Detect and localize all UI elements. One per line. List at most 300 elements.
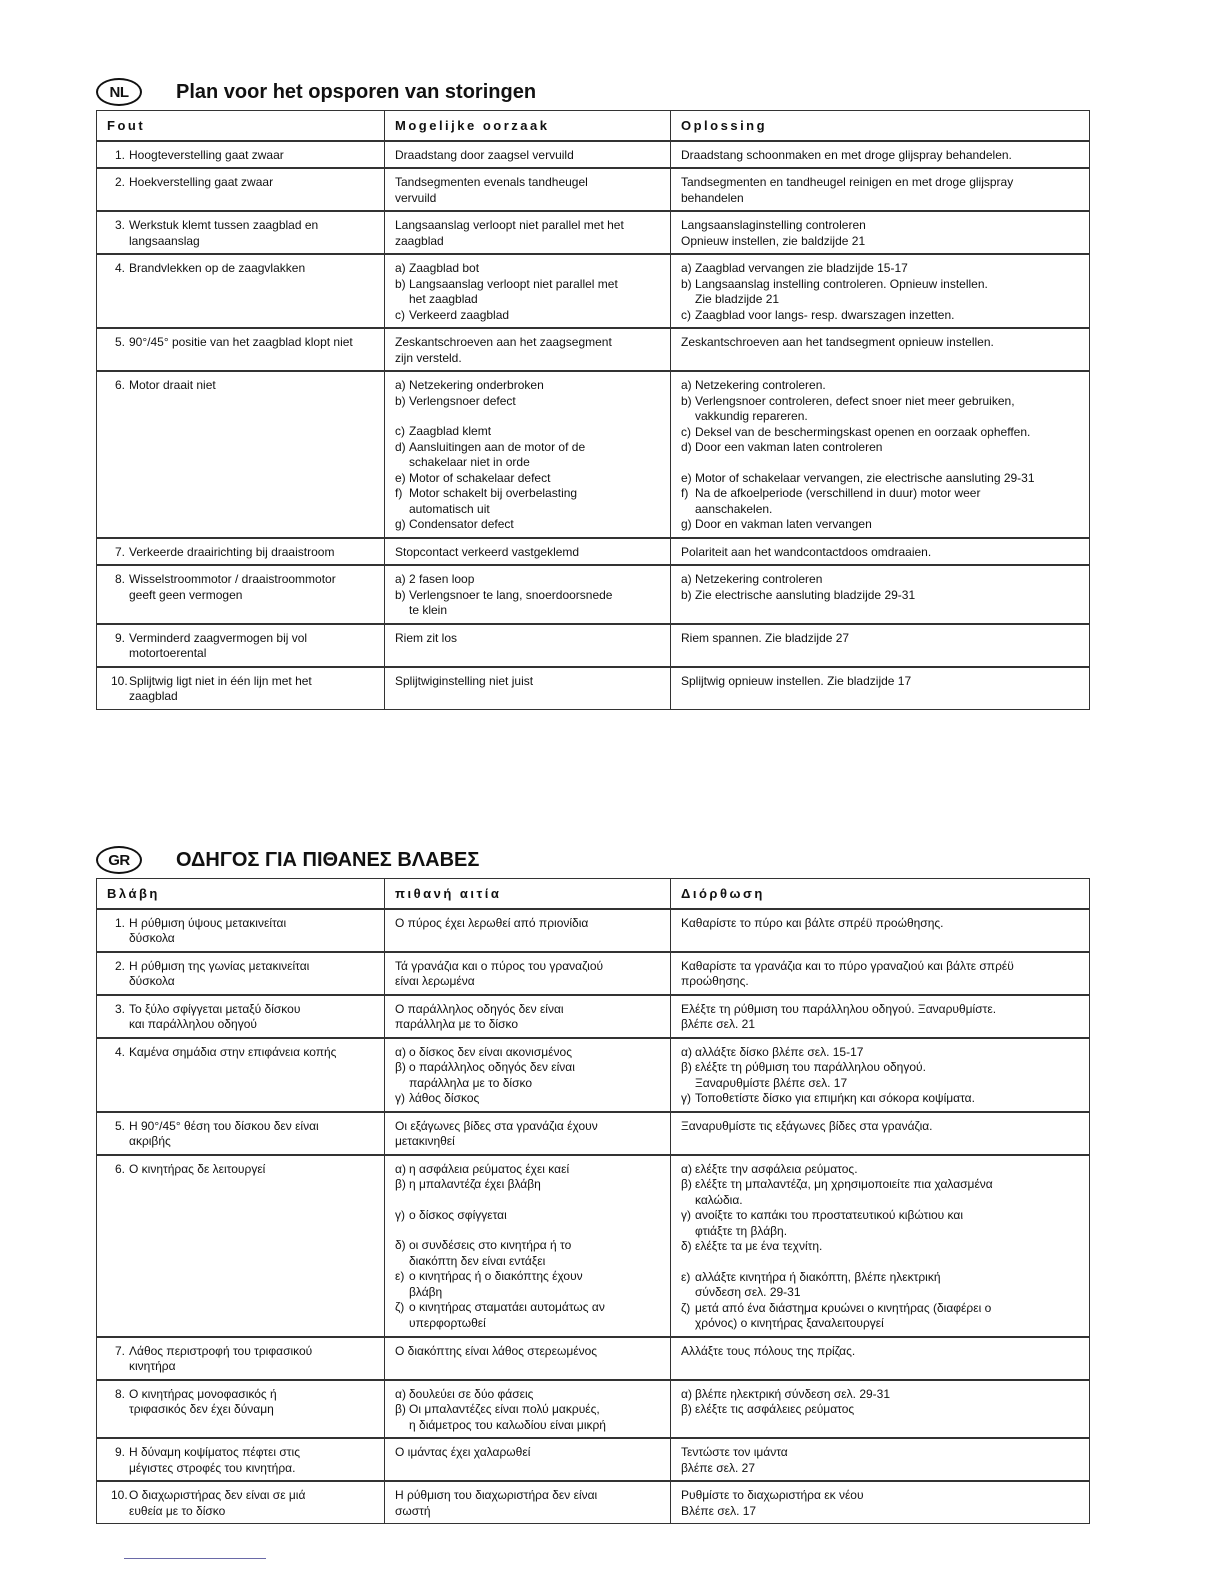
text-line: Langsaanslag verloopt niet parallel met het: [395, 218, 624, 232]
row-number: 4.: [114, 1044, 125, 1059]
text-line: Λάθος περιστροφή του τριφασικού: [129, 1343, 313, 1358]
item-label: e): [395, 470, 406, 485]
fault-entry: [111, 218, 374, 249]
fault-cell: [97, 565, 385, 624]
item-label: δ): [681, 1239, 692, 1253]
text-line: Η δύναμη κοψίματος πέφτει στις: [129, 1445, 300, 1459]
fix-cell: [671, 1112, 1090, 1155]
text-line: Το ξύλο σφίγγεται μεταξύ δίσκου: [129, 1001, 301, 1016]
table-row: [97, 565, 1090, 624]
row-number: 1.: [114, 915, 125, 930]
text-line: Ο πύρος έχει λερωθεί από πριονίδια: [395, 915, 589, 930]
item-label: b): [395, 276, 406, 291]
fault-text: [129, 1387, 374, 1418]
fix-cell: [671, 1481, 1090, 1524]
item-label: ε): [681, 1269, 691, 1284]
header-fix: Oplossing: [671, 111, 1090, 141]
text-line: βλέπε σελ. 21: [681, 1017, 755, 1031]
text-line: σύνδεση σελ. 29-31: [695, 1285, 801, 1299]
text-line: ελέξτε τη ρύθμιση του παράλληλου οδηγού.: [695, 1060, 926, 1074]
text-line: παράλληλα με το δίσκο: [395, 1017, 519, 1031]
item-text: [409, 486, 660, 517]
list-item: [395, 1387, 660, 1403]
list-item: [395, 378, 660, 394]
item-text: [409, 424, 660, 440]
text-line: Deksel van de beschermingskast openen en oorzaak opheffen.: [695, 424, 1031, 439]
text-line: Stopcontact verkeerd vastgeklemd: [395, 544, 580, 559]
item-text: [695, 517, 1079, 533]
item-text: [409, 588, 660, 619]
item-text: [409, 1402, 660, 1433]
header-cause: πιθανή αιτία: [385, 879, 671, 909]
table-row: [97, 952, 1090, 995]
fix-cell: [671, 328, 1090, 371]
fault-cell: [97, 1438, 385, 1481]
row-number: 4.: [114, 261, 125, 275]
item-text: [409, 471, 660, 487]
list-item: [681, 1045, 1079, 1061]
item-label: β): [395, 1402, 406, 1416]
fault-text: [129, 261, 374, 277]
fault-cell: [97, 141, 385, 169]
text-line: ο παράλληλος οδηγός δεν είναι: [409, 1060, 575, 1074]
fault-text: [129, 148, 374, 164]
fault-cell: [97, 1481, 385, 1524]
fault-text: [129, 335, 374, 351]
text-line: Τεντώστε τον ιμάντα: [681, 1445, 788, 1459]
section-heading: [96, 76, 1089, 108]
table-row: [97, 371, 1090, 538]
item-label: c): [395, 307, 405, 322]
header-fault: Fout: [97, 111, 385, 141]
text-line: μετακινηθεί: [395, 1134, 455, 1148]
text-line: Opnieuw instellen, zie baldzijde 21: [681, 233, 866, 248]
text-line: μετά από ένα διάστημα κρυώνει ο κινητήρας (διαφέρει ο: [695, 1300, 992, 1315]
text-line: Ελέξτε τη ρύθμιση του παράλληλου οδηγού. Ξαναρυθμίστε.: [681, 1001, 997, 1016]
text-line: ελέξτε τις ασφάλειες ρεύματος: [695, 1402, 855, 1416]
item-label: δ): [395, 1238, 406, 1252]
text-line: Riem zit los: [395, 630, 458, 645]
fault-cell: [97, 1337, 385, 1380]
cause-cell: [385, 254, 671, 328]
fix-cell: [671, 1337, 1090, 1380]
text-line: Hoekverstelling gaat zwaar: [129, 175, 274, 189]
text-line: Τά γρανάζια και ο πύρος του γραναζιού: [395, 958, 604, 973]
text-line: σωστή: [395, 1503, 431, 1518]
cause-cell: [385, 1481, 671, 1524]
text-line: χρόνος) ο κινητήρας ξαναλειτουργεί: [695, 1316, 884, 1330]
item-label: ζ): [395, 1300, 405, 1314]
table-header-row: [97, 111, 1090, 141]
text-line: κινητήρα: [129, 1359, 176, 1373]
text-line: είναι λερωμένα: [395, 974, 475, 988]
cause-cell: [385, 565, 671, 624]
item-label: a): [681, 572, 692, 586]
item-text: [409, 1238, 660, 1269]
fault-text: [129, 1002, 374, 1033]
text-line: 90°/45° positie van het zaagblad klopt niet: [129, 335, 353, 349]
text-line: ακριβής: [129, 1134, 171, 1148]
item-label: a): [681, 261, 692, 275]
spacer: [409, 409, 660, 424]
cause-cell: [385, 995, 671, 1038]
text-line: te klein: [409, 603, 448, 617]
item-text: [695, 425, 1079, 441]
list-item: [681, 1177, 1079, 1208]
item-label: a): [395, 378, 406, 392]
item-label: g): [681, 517, 692, 531]
text-line: Οι εξάγωνες βίδες στα γρανάζια έχουν: [395, 1118, 598, 1133]
fault-entry: [111, 378, 374, 394]
row-number: 6.: [114, 378, 125, 392]
item-label: α): [681, 1386, 692, 1401]
text-line: vervuild: [395, 190, 437, 205]
item-text: [409, 308, 660, 324]
fix-cell: [671, 909, 1090, 952]
text-line: Ο παράλληλος οδηγός δεν είναι: [395, 1001, 564, 1016]
fault-cell: [97, 1155, 385, 1337]
text-line: ευθεία με το δίσκο: [129, 1503, 226, 1518]
text-line: και παράλληλου οδηγού: [129, 1017, 257, 1031]
cause-cell: [385, 624, 671, 667]
table-row: [97, 254, 1090, 328]
cause-cell: [385, 538, 671, 566]
fault-text: [129, 1162, 374, 1178]
text-line: ο δίσκος σφίγγεται: [409, 1207, 507, 1222]
table-row: [97, 328, 1090, 371]
item-text: [695, 1045, 1079, 1061]
list-item: [395, 261, 660, 277]
fault-text: [129, 545, 374, 561]
list-item: [395, 1402, 660, 1433]
text-line: Καμένα σημάδια στην επιφάνεια κοπής: [129, 1044, 337, 1059]
text-line: vakkundig repareren.: [695, 409, 808, 423]
list-item: [681, 440, 1079, 471]
spacer: [695, 456, 1079, 471]
item-label: c): [681, 307, 691, 322]
text-line: aanschakelen.: [695, 501, 773, 516]
table-row: [97, 168, 1090, 211]
fault-text: [129, 378, 374, 394]
item-label: b): [395, 393, 406, 408]
fault-cell: [97, 538, 385, 566]
fault-entry: [111, 1488, 374, 1519]
item-text: [695, 394, 1079, 425]
item-text: [695, 308, 1079, 324]
text-line: Motor draait niet: [129, 378, 216, 392]
text-line: Langsaanslag verloopt niet parallel met: [409, 276, 618, 291]
language-badge: NL: [96, 78, 142, 106]
text-line: Βλέπε σελ. 17: [681, 1503, 757, 1518]
fault-entry: [111, 1387, 374, 1418]
text-line: Werkstuk klemt tussen zaagblad en: [129, 218, 319, 232]
item-label: e): [681, 470, 692, 485]
text-line: Οι μπαλαντέζες είναι πολύ μακρυές,: [409, 1402, 600, 1416]
text-line: τριφασικός δεν έχει δύναμη: [129, 1402, 274, 1416]
text-line: δύσκολα: [129, 931, 175, 945]
item-label: b): [681, 393, 692, 408]
text-line: automatisch uit: [409, 501, 490, 516]
item-label: β): [395, 1060, 406, 1074]
cause-cell: [385, 371, 671, 538]
fix-cell: [671, 1438, 1090, 1481]
text-line: 2 fasen loop: [409, 572, 475, 586]
item-text: [409, 1387, 660, 1403]
text-line: Splijtwig opnieuw instellen. Zie bladzijde 17: [681, 673, 912, 688]
item-text: [409, 1269, 660, 1300]
text-line: Door en vakman laten vervangen: [695, 517, 872, 531]
table-row: [97, 1112, 1090, 1155]
fix-cell: [671, 995, 1090, 1038]
table-row: [97, 1438, 1090, 1481]
fault-cell: [97, 211, 385, 254]
text-line: zaagblad: [395, 233, 444, 248]
item-text: [409, 1177, 660, 1208]
text-line: Η 90°/45° θέση του δίσκου δεν είναι: [129, 1118, 319, 1133]
cause-cell: [385, 952, 671, 995]
header-fault: Βλάβη: [97, 879, 385, 909]
list-item: [681, 588, 1079, 604]
table-row: [97, 1481, 1090, 1524]
text-line: Brandvlekken op de zaagvlakken: [129, 261, 306, 275]
row-number: 1.: [114, 147, 125, 162]
cause-cell: [385, 1438, 671, 1481]
list-item: [681, 1387, 1079, 1403]
item-label: b): [681, 587, 692, 602]
cause-cell: [385, 1038, 671, 1112]
fault-text: [129, 572, 374, 603]
fix-cell: [671, 624, 1090, 667]
text-line: motortoerental: [129, 646, 207, 660]
header-cause: Mogelijke oorzaak: [385, 111, 671, 141]
fault-text: [129, 959, 374, 990]
item-label: γ): [681, 1091, 691, 1105]
text-line: Verlengsnoer defect: [409, 393, 516, 408]
text-line: Zeskantschroeven aan het zaagsegment: [395, 335, 612, 349]
fault-cell: [97, 328, 385, 371]
list-item: [395, 394, 660, 425]
item-label: γ): [681, 1208, 691, 1222]
fault-text: [129, 916, 374, 947]
text-line: Αλλάξτε τους πόλους της πρίζας.: [681, 1343, 856, 1358]
text-line: αλλάξτε δίσκο βλέπε σελ. 15-17: [695, 1044, 864, 1059]
text-line: Τοποθετίστε δίσκο για επιμήκη και σόκορα κοψίματα.: [695, 1091, 975, 1105]
text-line: ο κινητήρας ή ο διακόπτης έχουν: [409, 1269, 583, 1283]
row-number: 10.: [111, 673, 128, 688]
fault-entry: [111, 261, 374, 277]
text-line: geeft geen vermogen: [129, 587, 243, 602]
troubleshooting-table: [96, 110, 1090, 710]
table-row: [97, 1337, 1090, 1380]
fault-text: [129, 1344, 374, 1375]
text-line: Zeskantschroeven aan het tandsegment opnieuw instellen.: [681, 335, 994, 349]
list-item: [395, 517, 660, 533]
spacer: [409, 1223, 660, 1238]
item-label: α): [395, 1161, 406, 1176]
fault-cell: [97, 371, 385, 538]
list-item: [395, 440, 660, 471]
row-number: 6.: [114, 1161, 125, 1176]
list-item: [681, 261, 1079, 277]
text-line: Splijtwig ligt niet in één lijn met het: [129, 673, 312, 688]
text-line: Wisselstroommotor / draaistroommotor: [129, 572, 336, 586]
item-label: d): [395, 439, 406, 454]
item-label: ζ): [681, 1300, 691, 1315]
text-line: behandelen: [681, 190, 744, 205]
list-item: [681, 1402, 1079, 1418]
fault-text: [129, 175, 374, 191]
item-label: a): [395, 572, 406, 586]
item-label: β): [681, 1177, 692, 1191]
row-number: 9.: [114, 630, 125, 645]
spacer: [695, 1255, 1079, 1270]
list-item: [681, 394, 1079, 425]
fault-entry: [111, 959, 374, 990]
list-item: [395, 1238, 660, 1269]
fix-cell: [671, 1380, 1090, 1439]
list-item: [681, 1060, 1079, 1091]
item-text: [695, 1177, 1079, 1208]
fault-text: [129, 1119, 374, 1150]
list-item: [395, 1060, 660, 1091]
cause-cell: [385, 1380, 671, 1439]
fix-cell: [671, 952, 1090, 995]
text-line: Tandsegmenten en tandheugel reinigen en met droge glijspray: [681, 175, 1014, 189]
fault-entry: [111, 545, 374, 561]
list-item: [395, 1269, 660, 1300]
fault-entry: [111, 148, 374, 164]
table-row: [97, 141, 1090, 169]
item-text: [695, 1060, 1079, 1091]
cause-cell: [385, 1155, 671, 1337]
cause-cell: [385, 168, 671, 211]
text-line: het zaagblad: [409, 292, 478, 306]
text-line: Η ρύθμιση ύψους μετακινείται: [129, 915, 287, 930]
fix-cell: [671, 254, 1090, 328]
table-row: [97, 1380, 1090, 1439]
text-line: Ξαναρυθμίστε τις εξάγωνες βίδες στα γρανάζια.: [681, 1118, 933, 1133]
fault-entry: [111, 1119, 374, 1150]
table-row: [97, 624, 1090, 667]
fault-entry: [111, 1162, 374, 1178]
text-line: οι συνδέσεις στο κινητήρα ή το: [409, 1238, 572, 1252]
text-line: schakelaar niet in orde: [409, 455, 530, 469]
text-line: προώθησης.: [681, 974, 749, 988]
list-item: [395, 471, 660, 487]
footer-line: [124, 1558, 266, 1559]
item-text: [409, 1162, 660, 1178]
fault-entry: [111, 631, 374, 662]
list-item: [395, 1162, 660, 1178]
fix-cell: [671, 538, 1090, 566]
item-text: [409, 394, 660, 425]
section-gr: [96, 844, 1089, 1524]
row-number: 9.: [114, 1445, 125, 1459]
text-line: Ξαναρυθμίστε βλέπε σελ. 17: [695, 1075, 848, 1090]
row-number: 7.: [114, 1343, 125, 1358]
table-header-row: [97, 879, 1090, 909]
list-item: [395, 308, 660, 324]
text-line: Polariteit aan het wandcontactdoos omdraaien.: [681, 544, 932, 559]
text-line: η ασφάλεια ρεύματος έχει καεί: [409, 1161, 570, 1176]
list-item: [681, 1301, 1079, 1332]
text-line: ο δίσκος δεν είναι ακονισμένος: [409, 1044, 572, 1059]
fault-entry: [111, 1344, 374, 1375]
text-line: μέγιστες στροφές του κινητήρα.: [129, 1460, 296, 1475]
text-line: βλέπε ηλεκτρική σύνδεση σελ. 29-31: [695, 1386, 891, 1401]
text-line: βλέπε σελ. 27: [681, 1460, 755, 1475]
item-label: b): [395, 587, 406, 602]
language-badge: GR: [96, 846, 142, 874]
fault-cell: [97, 168, 385, 211]
item-text: [695, 1162, 1079, 1178]
text-line: Aansluitingen aan de motor of de: [409, 439, 586, 454]
fault-cell: [97, 254, 385, 328]
item-text: [409, 440, 660, 471]
fault-text: [129, 631, 374, 662]
text-line: ελέξτε τη μπαλαντέζα, μη χρησιμοποιείτε πια χαλασμένα: [695, 1177, 993, 1191]
text-line: Draadstang schoonmaken en met droge glijspray behandelen.: [681, 147, 1012, 162]
text-line: Motor of schakelaar vervangen, zie electrische aansluting 29-31: [695, 470, 1035, 485]
list-item: [681, 1091, 1079, 1107]
text-line: Verkeerde draairichting bij draaistroom: [129, 544, 335, 559]
table-body: [97, 909, 1090, 1524]
table-row: [97, 667, 1090, 710]
item-label: a): [681, 378, 692, 392]
text-line: Netzekering onderbroken: [409, 378, 544, 392]
list-item: [681, 1239, 1079, 1270]
row-number: 8.: [114, 572, 125, 586]
text-line: Ο κινητήρας δε λειτουργεί: [129, 1161, 266, 1176]
item-text: [695, 261, 1079, 277]
item-text: [409, 1060, 660, 1091]
item-label: β): [681, 1402, 692, 1416]
list-item: [395, 1300, 660, 1331]
text-line: langsaanslag: [129, 233, 200, 248]
text-line: Condensator defect: [409, 517, 514, 531]
list-item: [395, 486, 660, 517]
item-label: α): [681, 1044, 692, 1059]
text-line: Motor of schakelaar defect: [409, 470, 551, 485]
text-line: Door een vakman laten controleren: [695, 440, 883, 454]
list-item: [395, 588, 660, 619]
text-line: Langsaanslag instelling controleren. Opnieuw instellen.: [695, 276, 988, 291]
cause-cell: [385, 1337, 671, 1380]
cause-cell: [385, 141, 671, 169]
list-item: [681, 471, 1079, 487]
item-label: β): [395, 1177, 406, 1191]
text-line: Na de afkoelperiode (verschillend in duur) motor weer: [695, 486, 981, 500]
text-line: Verlengsnoer controleren, defect snoer niet meer gebruiken,: [695, 393, 1015, 408]
item-label: γ): [395, 1207, 405, 1222]
fault-cell: [97, 624, 385, 667]
text-line: η διάμετρος του καλωδίου είναι μικρή: [409, 1417, 606, 1432]
fault-entry: [111, 1045, 374, 1061]
item-label: α): [395, 1386, 406, 1401]
table-row: [97, 538, 1090, 566]
text-line: Draadstang door zaagsel vervuild: [395, 147, 574, 162]
text-line: ελέξτε την ασφάλεια ρεύματος.: [695, 1161, 858, 1176]
cause-cell: [385, 667, 671, 710]
text-line: Motor schakelt bij overbelasting: [409, 486, 578, 500]
item-label: a): [395, 261, 406, 275]
row-number: 3.: [114, 218, 125, 232]
item-text: [695, 1402, 1079, 1418]
item-text: [695, 1208, 1079, 1239]
text-line: Zaagblad voor langs- resp. dwarszagen inzetten.: [695, 307, 955, 322]
text-line: Ρυθμίστε το διαχωριστήρα εκ νέου: [681, 1488, 864, 1502]
row-number: 2.: [114, 958, 125, 973]
